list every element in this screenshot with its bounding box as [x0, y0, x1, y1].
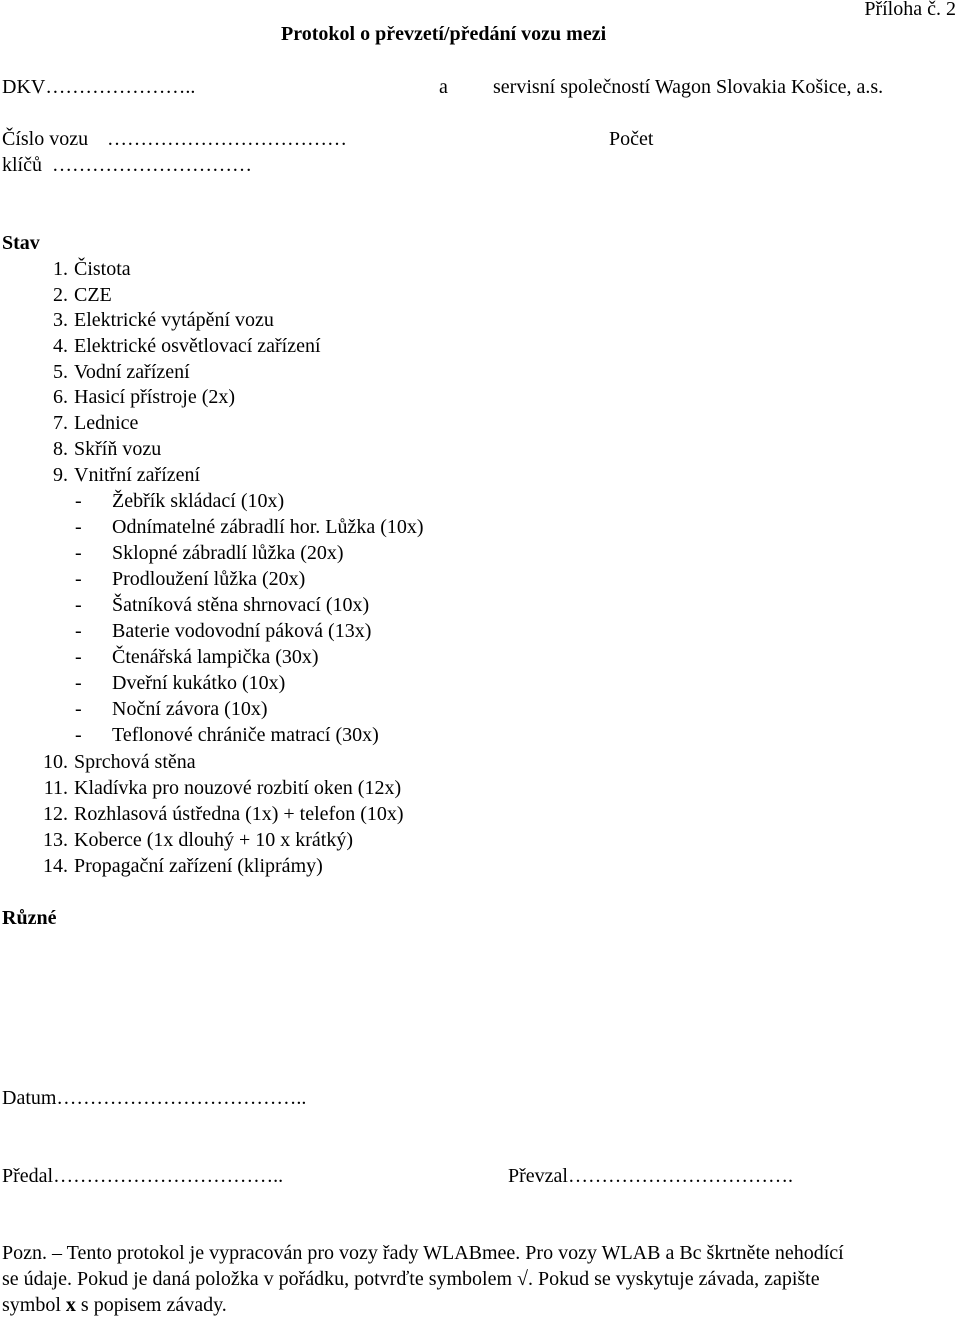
note-line-3: symbol x s popisem závady. [2, 1294, 227, 1316]
list-item: 9. Vnitřní zařízení [53, 464, 201, 486]
document-title: Protokol o převzetí/předání vozu mezi [281, 23, 607, 45]
service-company: servisní společností Wagon Slovakia Košice, a.s. [493, 76, 884, 98]
received-by-field: Převzal……………………………. [508, 1165, 793, 1187]
list-item: - Noční závora (10x) [75, 698, 268, 720]
list-item: - Sklopné zábradlí lůžka (20x) [75, 542, 344, 564]
car-number-label: Číslo vozu [2, 128, 89, 150]
handed-over-by-field: Předal…………………………….. [2, 1165, 284, 1187]
dkv-field: DKV………………….. [2, 76, 196, 98]
list-item: 13. Koberce (1x dlouhý + 10 x krátký) [43, 829, 353, 851]
misc-heading: Různé [2, 907, 57, 929]
list-item: 7. Lednice [53, 412, 139, 434]
keys-label-cont: klíčů [2, 154, 42, 176]
keys-count-dots: ………………………… [52, 154, 252, 176]
annex-label: Příloha č. 2 [864, 0, 956, 20]
list-item: - Dveřní kukátko (10x) [75, 672, 286, 694]
note-line-1: Pozn. – Tento protokol je vypracován pro vozy řady WLABmee. Pro vozy WLAB a Bc škrtněte nehodící [2, 1242, 844, 1264]
list-item: - Baterie vodovodní páková (13x) [75, 620, 372, 642]
list-item: - Žebřík skládací (10x) [75, 490, 285, 512]
list-item: 14. Propagační zařízení (kliprámy) [43, 855, 323, 877]
note-line-2: se údaje. Pokud je daná položka v pořádku, potvrďte symbolem √. Pokud se vyskytuje závada, zapište [2, 1268, 820, 1290]
keys-count-label: Počet [609, 128, 654, 150]
list-item: - Čtenářská lampička (30x) [75, 646, 319, 668]
list-item: 11. Kladívka pro nouzové rozbití oken (12x) [43, 777, 402, 799]
list-item: 10. Sprchová stěna [43, 751, 196, 773]
symbol-x: x [65, 1294, 76, 1316]
list-item: 5. Vodní zařízení [53, 361, 190, 383]
date-field: Datum……………………………….. [2, 1087, 307, 1109]
list-item: 3. Elektrické vytápění vozu [53, 309, 274, 331]
list-item: 4. Elektrické osvětlovací zařízení [53, 335, 321, 357]
list-item: - Odnímatelné zábradlí hor. Lůžka (10x) [75, 516, 424, 538]
car-number-dots: ……………………………… [107, 128, 347, 150]
list-item: 1. Čistota [53, 258, 131, 280]
list-item: - Prodloužení lůžka (20x) [75, 568, 306, 590]
list-item: 6. Hasicí přístroje (2x) [53, 386, 236, 408]
parties-conjunction: a [439, 76, 448, 98]
list-item: - Teflonové chrániče matrací (30x) [75, 724, 379, 746]
list-item: 2. CZE [53, 284, 112, 306]
state-heading: Stav [2, 232, 40, 254]
list-item: 12. Rozhlasová ústředna (1x) + telefon (10x) [43, 803, 404, 825]
list-item: - Šatníková stěna shrnovací (10x) [75, 594, 370, 616]
list-item: 8. Skříň vozu [53, 438, 162, 460]
